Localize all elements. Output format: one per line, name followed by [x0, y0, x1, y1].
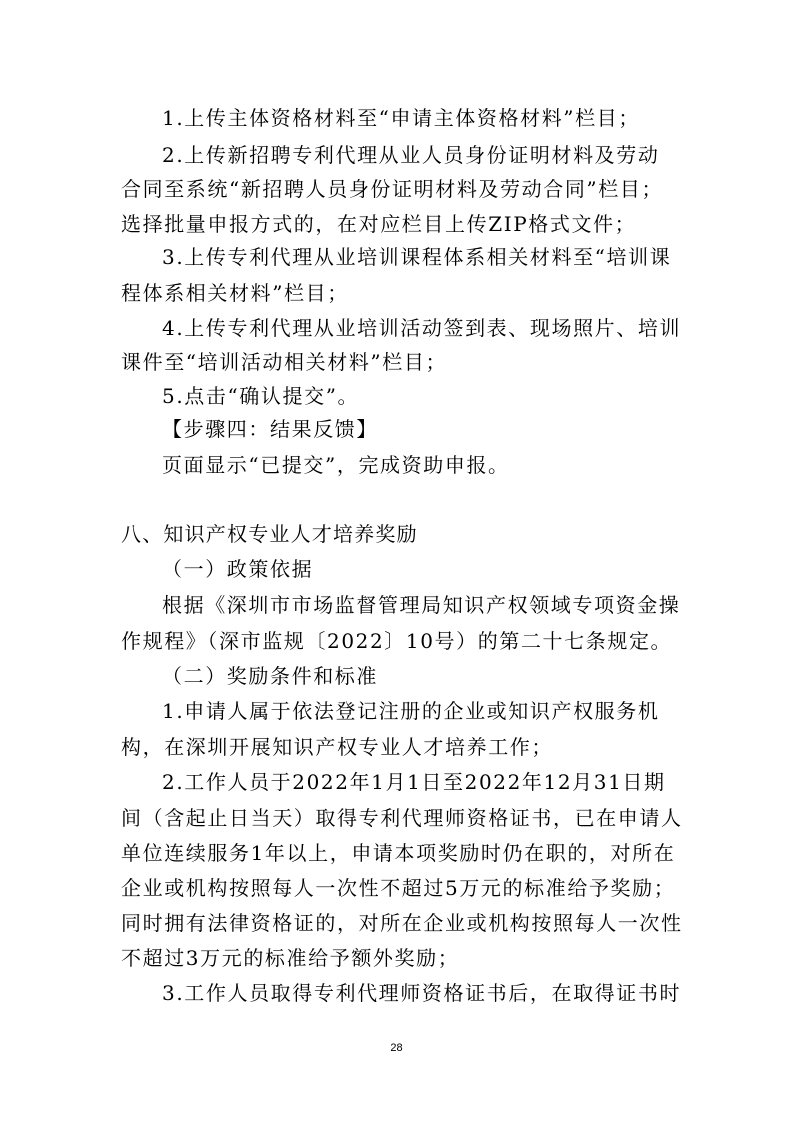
body-line: 合同至系统“新招聘人员身份证明材料及劳动合同”栏目； [121, 177, 664, 201]
body-line: 作规程》（深市监规〔2022〕10号）的第二十七条规定。 [121, 629, 673, 653]
body-line: 1.申请人属于依法登记注册的企业或知识产权服务机 [162, 699, 660, 723]
body-line: 3.工作人员取得专利代理师资格证书后，在取得证书时 [162, 981, 682, 1005]
body-line: 1.上传主体资格材料至“申请主体资格材料”栏目； [162, 106, 640, 130]
body-line: 间（含起止日当天）取得专利代理师资格证书，已在申请人 [121, 806, 683, 830]
body-line: 5.点击“确认提交”。 [162, 384, 360, 408]
body-line: 不超过3万元的标准给予额外奖励； [121, 946, 460, 970]
body-line: 程体系相关材料”栏目； [121, 281, 349, 305]
body-line: 课件至“培训活动相关材料”栏目； [121, 350, 448, 374]
body-line: 2.工作人员于2022年1月1日至2022年12月31日期 [162, 770, 666, 794]
body-line: 2.上传新招聘专利代理从业人员身份证明材料及劳动 [162, 143, 660, 167]
step-heading: 【步骤四：结果反馈】 [162, 417, 378, 441]
section-heading: 八、知识产权专业人才培养奖励 [121, 522, 418, 546]
subsection-heading: （一）政策依据 [162, 557, 314, 581]
body-line: 单位连续服务1年以上，申请本项奖励时仍在职的，对所在 [121, 841, 676, 865]
body-line: 页面显示“已提交”，完成资助申报。 [162, 453, 510, 477]
subsection-heading: （二）奖励条件和标准 [162, 664, 378, 688]
page-number: 28 [390, 1042, 403, 1054]
body-line: 3.上传专利代理从业培训课程体系相关材料至“培训课 [162, 245, 672, 269]
body-line: 同时拥有法律资格证的，对所在企业或机构按照每人一次性 [121, 911, 683, 935]
body-line: 4.上传专利代理从业培训活动签到表、现场照片、培训 [162, 316, 682, 340]
body-line: 根据《深圳市市场监督管理局知识产权领域专项资金操 [162, 593, 681, 617]
body-line: 构，在深圳开展知识产权专业人才培养工作； [121, 735, 553, 759]
body-line: 选择批量申报方式的，在对应栏目上传ZIP格式文件； [121, 212, 637, 236]
body-line: 企业或机构按照每人一次性不超过5万元的标准给予奖励； [121, 876, 676, 900]
